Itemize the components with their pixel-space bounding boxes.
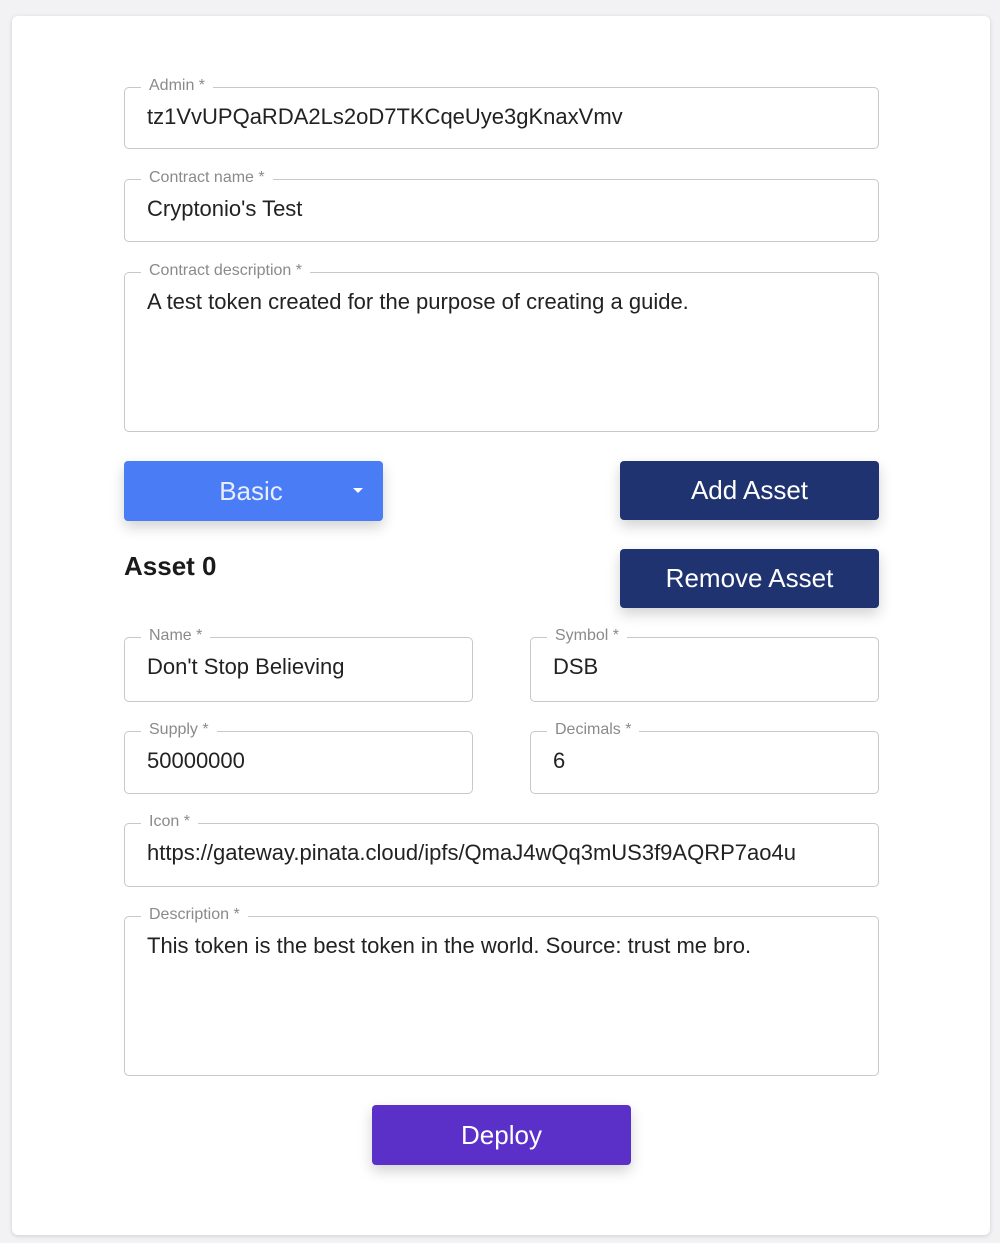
- contract-name-value: Cryptonio's Test: [147, 196, 303, 221]
- contract-description-label: Contract description *: [141, 262, 310, 280]
- asset-symbol-field[interactable]: [530, 627, 879, 702]
- asset-supply-field[interactable]: [124, 721, 473, 794]
- remove-asset-button[interactable]: Remove Asset: [620, 549, 879, 608]
- asset-decimals-value: 6: [553, 748, 566, 773]
- contract-type-select[interactable]: [124, 461, 383, 521]
- admin-value: tz1VvUPQaRDA2Ls2oD7TKCqeUye3gKnaxVmv: [147, 104, 623, 129]
- asset-description-field[interactable]: [124, 906, 879, 1076]
- asset-name-value: Don't Stop Believing: [147, 654, 345, 679]
- asset-symbol-label: Symbol *: [547, 627, 627, 645]
- contract-type-value: Basic: [219, 475, 283, 506]
- contract-description-field[interactable]: [124, 262, 879, 432]
- asset-description-value: This token is the best token in the world. Source: trust me bro.: [147, 933, 752, 958]
- asset-description-label: Description *: [141, 906, 248, 924]
- chevron-down-icon: [353, 488, 363, 493]
- add-asset-button[interactable]: Add Asset: [620, 461, 879, 520]
- asset-icon-field[interactable]: [124, 813, 879, 887]
- deploy-button[interactable]: Deploy: [372, 1105, 631, 1165]
- asset-name-label: Name *: [141, 627, 210, 645]
- asset-icon-value: https://gateway.pinata.cloud/ipfs/QmaJ4wQq3mUS3f9AQRP7ao4u: [147, 840, 796, 865]
- asset-icon-label: Icon *: [141, 813, 198, 831]
- contract-name-label: Contract name *: [141, 169, 273, 187]
- admin-label: Admin *: [141, 77, 213, 95]
- asset-supply-value: 50000000: [147, 748, 245, 773]
- asset-decimals-label: Decimals *: [547, 721, 639, 739]
- contract-description-value: A test token created for the purpose of creating a guide.: [147, 289, 689, 314]
- admin-field[interactable]: [124, 77, 879, 149]
- asset-supply-label: Supply *: [141, 721, 217, 739]
- asset-name-field[interactable]: [124, 627, 473, 702]
- contract-name-field[interactable]: [124, 169, 879, 242]
- asset-decimals-field[interactable]: [530, 721, 879, 794]
- asset-symbol-value: DSB: [553, 654, 599, 679]
- asset-heading: Asset 0: [124, 551, 217, 581]
